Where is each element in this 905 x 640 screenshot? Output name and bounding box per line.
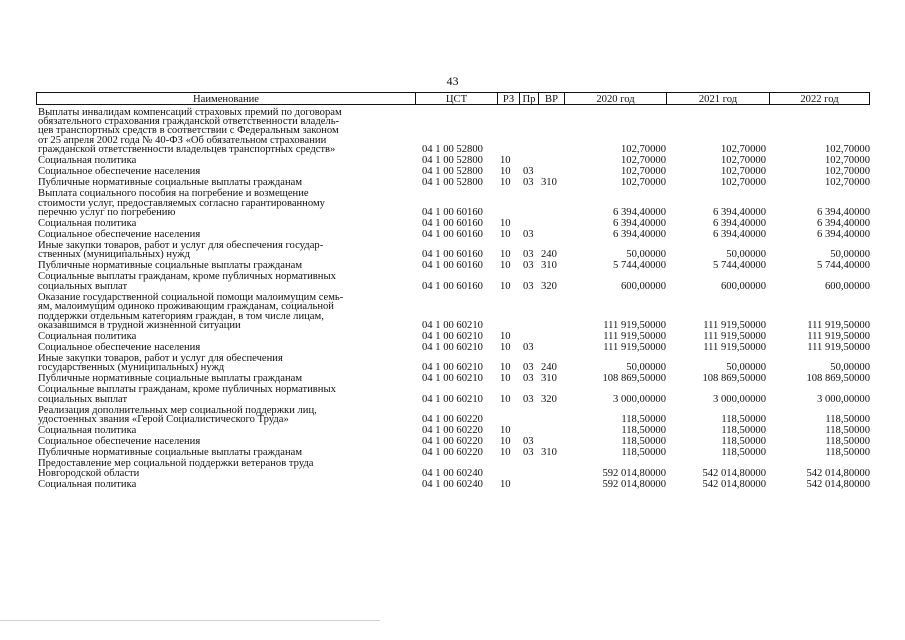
table-body <box>36 108 870 490</box>
value-2022-cell: 3 000,00000 <box>817 393 870 405</box>
pr-cell: 03 <box>523 280 534 292</box>
rz-cell: 10 <box>500 155 511 167</box>
value-2020-cell: 6 394,40000 <box>613 218 666 230</box>
name-cell <box>36 167 416 176</box>
page-number: 43 <box>446 74 459 88</box>
rz-cell: 10 <box>500 177 511 189</box>
value-2022-cell: 6 394,40000 <box>817 229 870 241</box>
value-2022-cell: 6 394,40000 <box>817 218 870 230</box>
cst-cell: 04 1 00 60240 <box>422 478 483 490</box>
table-row <box>36 354 870 373</box>
cst-cell: 04 1 00 60210 <box>422 373 483 385</box>
table-row <box>36 374 870 383</box>
rz-cell: 10 <box>500 218 511 230</box>
header-2021: 2021 год <box>667 92 770 105</box>
pr-cell: 03 <box>523 436 534 448</box>
table-row <box>36 459 870 478</box>
value-2020-cell: 592 014,80000 <box>602 467 666 479</box>
value-2022-cell: 108 869,50000 <box>806 373 870 385</box>
cst-cell: 04 1 00 60160 <box>422 260 483 272</box>
name-cell <box>36 241 416 260</box>
value-2020-cell: 3 000,00000 <box>613 393 666 405</box>
value-2021-cell: 102,70000 <box>720 177 766 189</box>
rz-cell: 10 <box>500 280 511 292</box>
value-2020-cell: 6 394,40000 <box>613 207 666 219</box>
cst-cell: 04 1 00 52800 <box>422 166 483 178</box>
vr-cell: 320 <box>541 280 557 292</box>
pr-cell: 03 <box>523 229 534 241</box>
name-cell <box>36 354 416 373</box>
cst-cell: 04 1 00 60160 <box>422 249 483 261</box>
table-row <box>36 293 870 331</box>
value-2020-cell: 102,70000 <box>620 155 666 167</box>
value-2020-cell: 108 869,50000 <box>602 373 666 385</box>
name-line: Предоставление мер социальной поддержки ветеранов труда <box>38 458 314 470</box>
name-line: стоимости услуг, предоставляемых согласно гарантированному <box>38 197 325 209</box>
name-cell <box>36 261 416 270</box>
header-pr: Пр <box>520 92 539 105</box>
name-cell <box>36 426 416 435</box>
value-2021-cell: 542 014,80000 <box>702 467 766 479</box>
value-2022-cell: 102,70000 <box>824 144 870 156</box>
table-row <box>36 437 870 446</box>
table-row <box>36 178 870 187</box>
name-cell <box>36 293 416 331</box>
rz-cell: 10 <box>500 342 511 354</box>
name-line: Публичные нормативные социальные выплаты гражданам <box>38 373 303 385</box>
name-line: Социальные выплаты гражданам, кроме публичных нормативных <box>38 271 336 283</box>
name-line: ственных (муниципальных) нужд <box>38 249 190 261</box>
pr-cell: 03 <box>523 447 534 459</box>
pr-cell: 03 <box>523 260 534 272</box>
value-2020-cell: 111 919,50000 <box>603 342 666 354</box>
name-line: Социальное обеспечение населения <box>38 436 201 448</box>
value-2021-cell: 6 394,40000 <box>713 218 766 230</box>
rz-cell: 10 <box>500 249 511 261</box>
pr-cell: 03 <box>523 373 534 385</box>
name-cell <box>36 480 416 489</box>
cst-cell: 04 1 00 60220 <box>422 436 483 448</box>
value-2020-cell: 102,70000 <box>620 177 666 189</box>
table-row <box>36 219 870 228</box>
name-line: Социальная политика <box>38 331 137 343</box>
name-line: социальных выплат <box>38 280 128 292</box>
value-2020-cell: 118,50000 <box>621 447 666 459</box>
rz-cell: 10 <box>500 393 511 405</box>
header-2020: 2020 год <box>565 92 667 105</box>
header-vr: ВР <box>539 92 565 105</box>
name-line: от 25 апреля 2002 года № 40-ФЗ «Об обязательном страховании <box>38 134 327 146</box>
name-cell <box>36 219 416 228</box>
value-2022-cell: 111 919,50000 <box>807 342 870 354</box>
name-cell <box>36 459 416 478</box>
table-row <box>36 406 870 425</box>
value-2020-cell: 50,00000 <box>626 362 666 374</box>
name-cell <box>36 437 416 446</box>
cst-cell: 04 1 00 60210 <box>422 331 483 343</box>
value-2021-cell: 50,00000 <box>726 362 766 374</box>
value-2022-cell: 102,70000 <box>824 166 870 178</box>
value-2022-cell: 50,00000 <box>830 249 870 261</box>
value-2021-cell: 5 744,40000 <box>713 260 766 272</box>
name-cell <box>36 178 416 187</box>
value-2021-cell: 118,50000 <box>721 436 766 448</box>
cst-cell: 04 1 00 60210 <box>422 393 483 405</box>
name-line: ям, малоимущим одиноко проживающим гражданам, социальной <box>38 301 334 313</box>
name-line: Оказание государственной социальной помощи малоимущим семь- <box>38 291 344 303</box>
name-cell <box>36 189 416 217</box>
value-2020-cell: 6 394,40000 <box>613 229 666 241</box>
name-cell <box>36 332 416 341</box>
name-line: Новгородской области <box>38 467 140 479</box>
value-2022-cell: 542 014,80000 <box>806 467 870 479</box>
rz-cell: 10 <box>500 166 511 178</box>
value-2021-cell: 6 394,40000 <box>713 229 766 241</box>
table-row <box>36 261 870 270</box>
value-2022-cell: 118,50000 <box>825 447 870 459</box>
cst-cell: 04 1 00 60210 <box>422 362 483 374</box>
value-2022-cell: 50,00000 <box>830 362 870 374</box>
budget-table <box>36 91 870 489</box>
cst-cell: 04 1 00 60160 <box>422 280 483 292</box>
vr-cell: 310 <box>541 373 557 385</box>
pr-cell: 03 <box>523 362 534 374</box>
value-2022-cell: 111 919,50000 <box>807 320 870 332</box>
name-line: Иные закупки товаров, работ и услуг для обеспечения государ- <box>38 240 324 252</box>
table-row <box>36 189 870 217</box>
cst-cell: 04 1 00 60210 <box>422 320 483 332</box>
value-2021-cell: 111 919,50000 <box>703 331 766 343</box>
name-line: социальных выплат <box>38 393 128 405</box>
vr-cell: 310 <box>541 260 557 272</box>
table-row <box>36 272 870 291</box>
value-2021-cell: 102,70000 <box>720 144 766 156</box>
table-header <box>36 91 870 106</box>
value-2020-cell: 111 919,50000 <box>603 320 666 332</box>
value-2022-cell: 542 014,80000 <box>806 478 870 490</box>
value-2020-cell: 50,00000 <box>626 249 666 261</box>
pr-cell: 03 <box>523 177 534 189</box>
name-line: Выплаты инвалидам компенсаций страховых премий по договорам <box>38 106 342 118</box>
name-line: Социальное обеспечение населения <box>38 229 201 241</box>
cst-cell: 04 1 00 60160 <box>422 229 483 241</box>
name-line: государственных (муниципальных) нужд <box>38 362 225 374</box>
value-2021-cell: 3 000,00000 <box>713 393 766 405</box>
name-line: Социальная политика <box>38 155 137 167</box>
table-row <box>36 332 870 341</box>
table-row <box>36 343 870 352</box>
cst-cell: 04 1 00 60220 <box>422 447 483 459</box>
vr-cell: 240 <box>541 362 557 374</box>
value-2021-cell: 118,50000 <box>721 447 766 459</box>
rz-cell: 10 <box>500 425 511 437</box>
name-line: Иные закупки товаров, работ и услуг для обеспечения <box>38 353 283 365</box>
name-cell <box>36 108 416 155</box>
name-cell <box>36 374 416 383</box>
value-2020-cell: 118,50000 <box>621 414 666 426</box>
name-line: Социальная политика <box>38 218 137 230</box>
value-2021-cell: 50,00000 <box>726 249 766 261</box>
name-line: Социальное обеспечение населения <box>38 342 201 354</box>
rz-cell: 10 <box>500 331 511 343</box>
value-2021-cell: 118,50000 <box>721 425 766 437</box>
name-cell <box>36 448 416 457</box>
name-cell <box>36 156 416 165</box>
value-2022-cell: 118,50000 <box>825 414 870 426</box>
value-2020-cell: 111 919,50000 <box>603 331 666 343</box>
name-line: Социальная политика <box>38 425 137 437</box>
vr-cell: 310 <box>541 447 557 459</box>
table-row <box>36 480 870 489</box>
name-line: поддержки отдельным категориям граждан, в том числе лицам, <box>38 310 324 322</box>
table-row <box>36 241 870 260</box>
name-cell <box>36 406 416 425</box>
cst-cell: 04 1 00 60160 <box>422 207 483 219</box>
pr-cell: 03 <box>523 249 534 261</box>
value-2022-cell: 102,70000 <box>824 177 870 189</box>
value-2020-cell: 102,70000 <box>620 166 666 178</box>
value-2021-cell: 600,00000 <box>720 280 766 292</box>
cst-cell: 04 1 00 60210 <box>422 342 483 354</box>
value-2021-cell: 111 919,50000 <box>703 342 766 354</box>
name-line: оказавшимся в трудной жизненной ситуации <box>38 320 241 332</box>
table-row <box>36 167 870 176</box>
header-cst: ЦСТ <box>416 92 498 105</box>
value-2021-cell: 6 394,40000 <box>713 207 766 219</box>
footer-rule <box>0 620 380 621</box>
cst-cell: 04 1 00 60220 <box>422 425 483 437</box>
table-row <box>36 385 870 404</box>
value-2020-cell: 5 744,40000 <box>613 260 666 272</box>
cst-cell: 04 1 00 52800 <box>422 144 483 156</box>
rz-cell: 10 <box>500 362 511 374</box>
value-2022-cell: 111 919,50000 <box>807 331 870 343</box>
name-cell <box>36 272 416 291</box>
header-2022: 2022 год <box>770 92 870 105</box>
value-2021-cell: 111 919,50000 <box>703 320 766 332</box>
table-row <box>36 108 870 155</box>
name-line: гражданской ответственности владельцев транспортных средств» <box>38 144 336 156</box>
name-line: Социальная политика <box>38 478 137 490</box>
table-row <box>36 156 870 165</box>
value-2021-cell: 118,50000 <box>721 414 766 426</box>
rz-cell: 10 <box>500 260 511 272</box>
pr-cell: 03 <box>523 393 534 405</box>
value-2021-cell: 102,70000 <box>720 166 766 178</box>
name-line: Выплата социального пособия на погребение и возмещение <box>38 188 309 200</box>
name-line: Социальное обеспечение населения <box>38 166 201 178</box>
name-line: Социальные выплаты гражданам, кроме публичных нормативных <box>38 384 336 396</box>
value-2021-cell: 108 869,50000 <box>702 373 766 385</box>
vr-cell: 320 <box>541 393 557 405</box>
rz-cell: 10 <box>500 436 511 448</box>
name-line: цев транспортных средств в соответствии с Федеральным законом <box>38 125 339 137</box>
table-row <box>36 448 870 457</box>
value-2021-cell: 102,70000 <box>720 155 766 167</box>
value-2022-cell: 5 744,40000 <box>817 260 870 272</box>
name-cell <box>36 385 416 404</box>
value-2021-cell: 542 014,80000 <box>702 478 766 490</box>
vr-cell: 310 <box>541 177 557 189</box>
name-line: Публичные нормативные социальные выплаты гражданам <box>38 447 303 459</box>
value-2020-cell: 600,00000 <box>620 280 666 292</box>
value-2022-cell: 102,70000 <box>824 155 870 167</box>
name-cell <box>36 230 416 239</box>
vr-cell: 240 <box>541 249 557 261</box>
name-line: удостоенных звания «Герой Социалистического Труда» <box>38 414 289 426</box>
table-row <box>36 230 870 239</box>
value-2020-cell: 118,50000 <box>621 425 666 437</box>
value-2020-cell: 118,50000 <box>621 436 666 448</box>
cst-cell: 04 1 00 60160 <box>422 218 483 230</box>
value-2022-cell: 118,50000 <box>825 425 870 437</box>
name-line: перечню услуг по погребению <box>38 207 176 219</box>
value-2020-cell: 592 014,80000 <box>602 478 666 490</box>
value-2022-cell: 118,50000 <box>825 436 870 448</box>
name-line: Публичные нормативные социальные выплаты гражданам <box>38 260 303 272</box>
name-cell <box>36 343 416 352</box>
value-2022-cell: 6 394,40000 <box>817 207 870 219</box>
header-name: Наименование <box>36 92 416 105</box>
rz-cell: 10 <box>500 478 511 490</box>
name-line: обязательного страхования гражданской ответственности владель- <box>38 116 340 127</box>
rz-cell: 10 <box>500 447 511 459</box>
header-rz: РЗ <box>498 92 520 105</box>
table-row <box>36 426 870 435</box>
name-line: Реализация дополнительных мер социальной поддержки лиц, <box>38 404 317 416</box>
cst-cell: 04 1 00 60240 <box>422 467 483 479</box>
name-line: Публичные нормативные социальные выплаты гражданам <box>38 177 303 189</box>
cst-cell: 04 1 00 60220 <box>422 414 483 426</box>
rz-cell: 10 <box>500 373 511 385</box>
cst-cell: 04 1 00 52800 <box>422 155 483 167</box>
value-2022-cell: 600,00000 <box>824 280 870 292</box>
value-2020-cell: 102,70000 <box>620 144 666 156</box>
pr-cell: 03 <box>523 342 534 354</box>
rz-cell: 10 <box>500 229 511 241</box>
cst-cell: 04 1 00 52800 <box>422 177 483 189</box>
pr-cell: 03 <box>523 166 534 178</box>
